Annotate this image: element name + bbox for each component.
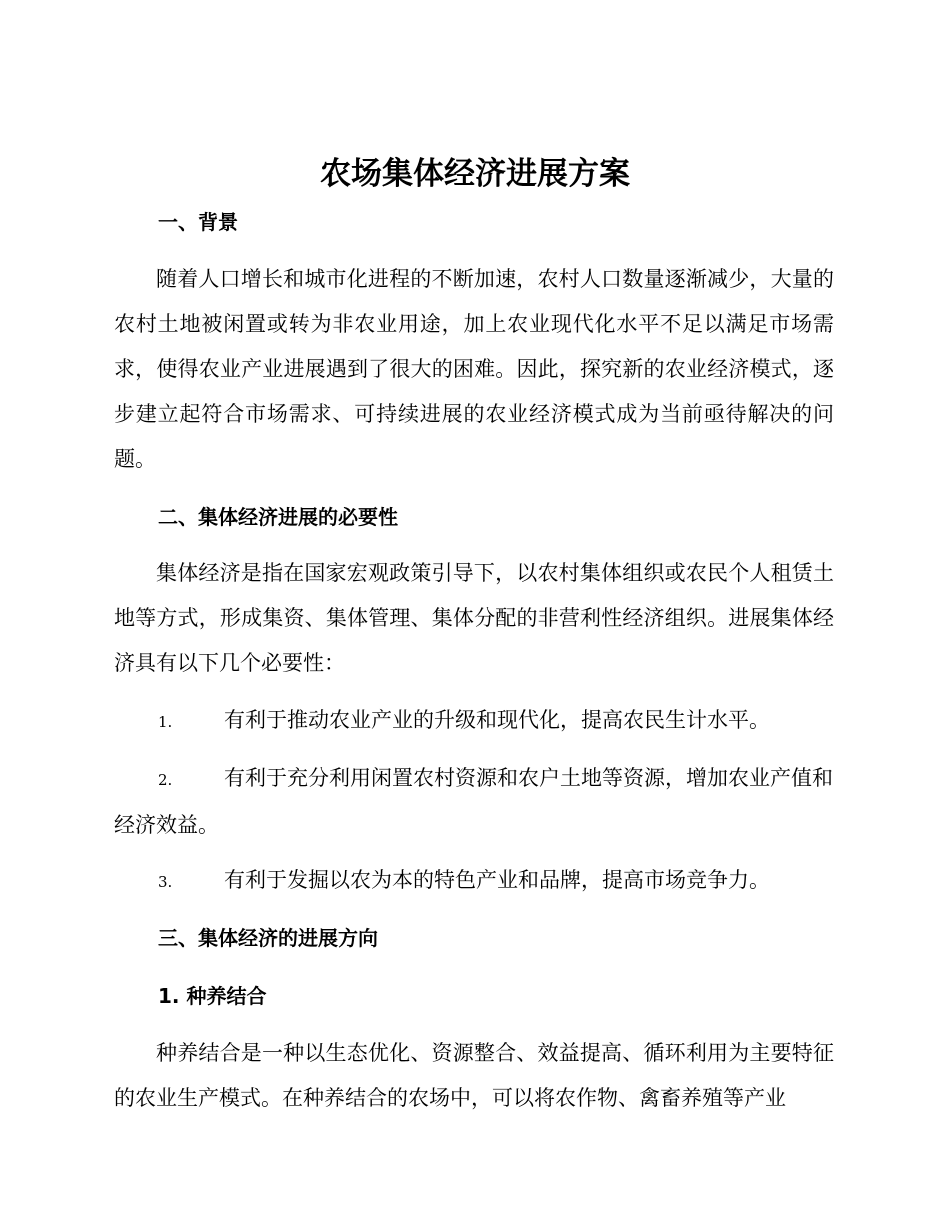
section-heading-direction: 三、集体经济的进展方向 (158, 926, 378, 950)
document-title: 农场集体经济进展方案 (320, 156, 630, 192)
list-item (114, 756, 834, 848)
section-heading-necessity: 二、集体经济进展的必要性 (158, 505, 398, 529)
list-item (114, 858, 834, 905)
list-item (114, 698, 834, 745)
section-heading-background: 一、背景 (158, 210, 238, 234)
planting-breeding-paragraph: 种养结合是一种以生态优化、资源整合、效益提高、循环利用为主要特征的农业生产模式。在种养结合的农场中，可以将农作物、禽畜养殖等产业 (114, 1041, 834, 1110)
necessity-paragraph: 集体经济是指在国家宏观政策引导下，以农村集体组织或农民个人租赁土地等方式，形成集资、集体管理、集体分配的非营利性经济组织。进展集体经济具有以下几个必要性： (114, 561, 834, 675)
list-item-text: 有利于充分利用闲置农村资源和农户土地等资源，增加农业产值和经济效益。 (114, 766, 833, 837)
list-item-number: 3. (158, 873, 173, 891)
list-item-number: 2. (158, 771, 173, 789)
list-item-number: 1. (158, 713, 173, 731)
subsection-heading-planting-breeding: 1. 种养结合 (158, 984, 267, 1008)
list-item-text: 有利于推动农业产业的升级和现代化，提高农民生计水平。 (224, 708, 770, 732)
background-paragraph: 随着人口增长和城市化进程的不断加速，农村人口数量逐渐减少，大量的农村土地被闲置或转为非农业用途，加上农业现代化水平不足以满足市场需求，使得农业产业进展遇到了很大的困难。因此，探究新的农业经济模式，逐步建立起符合市场需求、可持续进展的农业经济模式成为当前亟待解决的问题。 (114, 267, 834, 471)
list-item-text: 有利于发掘以农为本的特色产业和品牌，提高市场竞争力。 (224, 868, 770, 892)
